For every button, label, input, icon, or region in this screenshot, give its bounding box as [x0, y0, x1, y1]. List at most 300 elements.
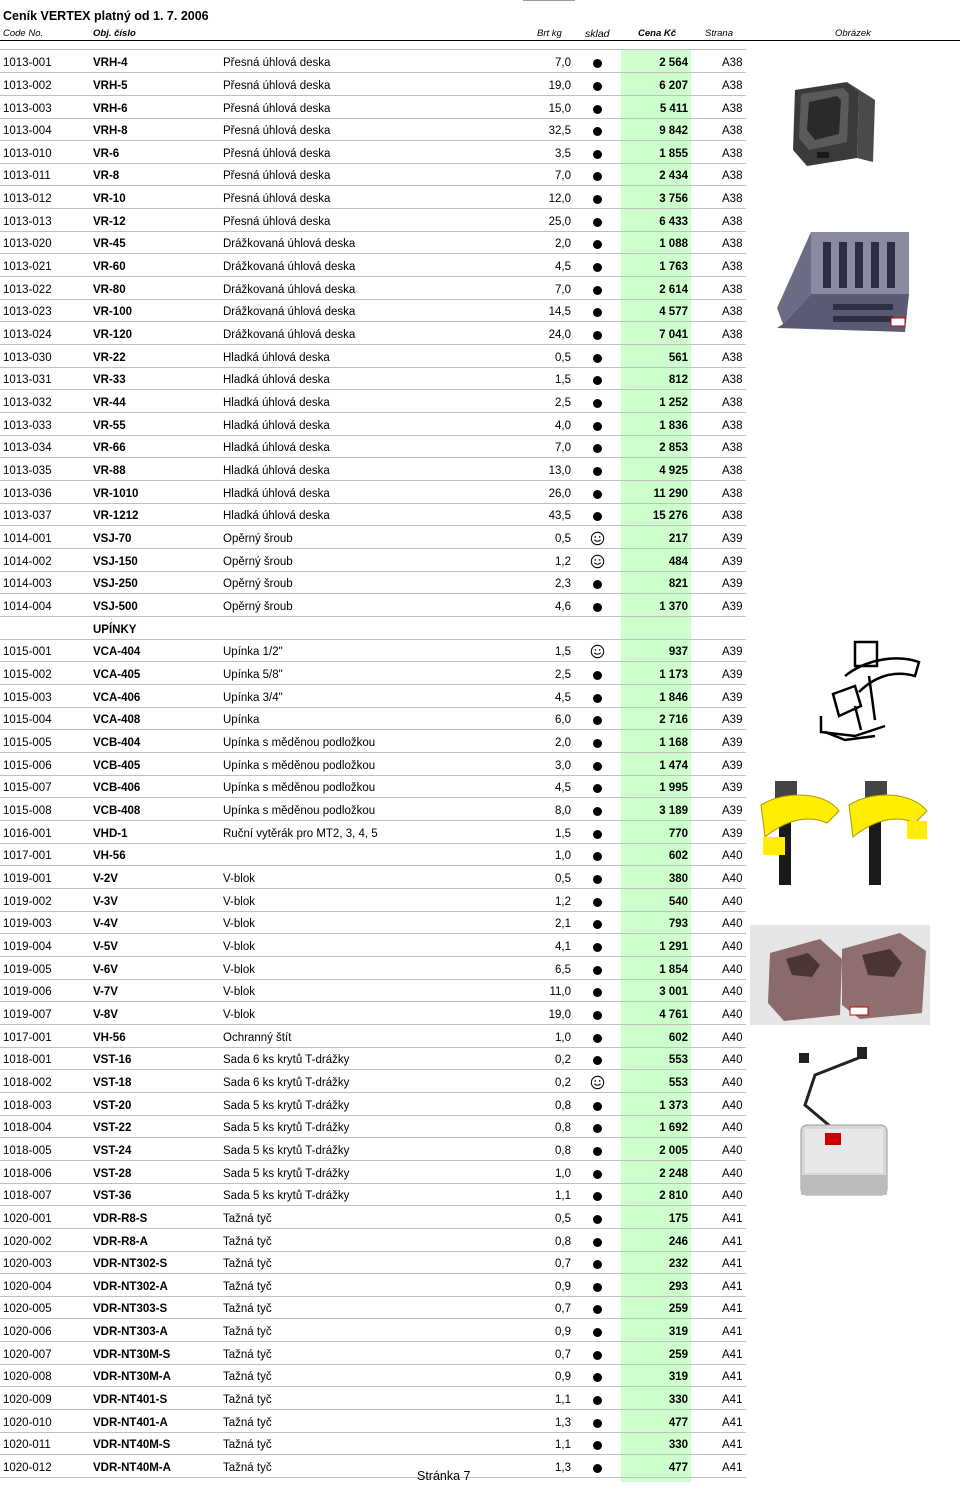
price-cell: 602 [668, 1031, 688, 1044]
code-cell: 1018-005 [3, 1144, 52, 1157]
weight-cell: 8,0 [555, 804, 571, 817]
weight-cell: 4,5 [555, 782, 571, 795]
price-cell: 1 854 [659, 963, 688, 976]
table-row [0, 1070, 746, 1093]
description-cell: Upínka [223, 714, 260, 727]
weight-cell: 14,5 [548, 306, 571, 319]
description-cell: Upínka s měděnou podložkou [223, 759, 376, 772]
table-row [0, 277, 746, 300]
table-row [0, 232, 746, 255]
code-cell: 1017-001 [3, 850, 52, 863]
weight-cell: 0,2 [555, 1054, 571, 1067]
in-stock-dot-icon [593, 1215, 602, 1224]
smiley-icon [590, 554, 605, 569]
page-ref-cell: A38 [722, 397, 743, 410]
page-ref-cell: A40 [722, 986, 743, 999]
code-cell: 1013-003 [3, 102, 52, 115]
stock-cell [589, 105, 605, 116]
weight-cell: 1,3 [555, 1416, 571, 1429]
page-number: Stránka 7 [417, 1469, 471, 1483]
page-ref-cell: A41 [722, 1462, 743, 1475]
code-cell: 1020-007 [3, 1348, 52, 1361]
description-cell: Drážkovaná úhlová deska [223, 283, 356, 296]
description-cell: Tažná tyč [223, 1258, 272, 1271]
table-row [0, 821, 746, 844]
page-ref-cell: A39 [722, 578, 743, 591]
col-header-page: Strana [705, 28, 733, 39]
weight-cell: 3,5 [555, 147, 571, 160]
stock-cell [589, 1056, 605, 1067]
table-row [0, 572, 746, 595]
obj-number-cell: VRH-8 [93, 125, 128, 138]
obj-number-cell: V-5V [93, 940, 118, 953]
in-stock-dot-icon [593, 1464, 602, 1473]
stock-cell [589, 512, 605, 523]
in-stock-dot-icon [593, 150, 602, 159]
table-row [0, 753, 746, 776]
obj-number-cell: VR-88 [93, 465, 126, 478]
in-stock-dot-icon [593, 286, 602, 295]
price-cell: 3 756 [659, 193, 688, 206]
weight-cell: 4,5 [555, 691, 571, 704]
weight-cell: 1,5 [555, 646, 571, 659]
code-cell: 1015-005 [3, 736, 52, 749]
weight-cell: 15,0 [548, 102, 571, 115]
angle-plate-image [787, 80, 882, 170]
obj-number-cell: VDR-NT40M-S [93, 1439, 171, 1452]
in-stock-dot-icon [593, 1034, 602, 1043]
price-cell: 4 761 [659, 1008, 688, 1021]
description-cell: Ruční vytěrák pro MT2, 3, 4, 5 [223, 827, 378, 840]
stock-cell [589, 1215, 605, 1226]
stock-cell [589, 308, 605, 319]
obj-number-cell: VR-120 [93, 329, 132, 342]
code-cell: 1018-003 [3, 1099, 52, 1112]
weight-cell: 0,9 [555, 1326, 571, 1339]
in-stock-dot-icon [593, 943, 602, 952]
code-cell: 1014-001 [3, 533, 52, 546]
stock-cell [589, 59, 605, 70]
price-cell: 4 577 [659, 306, 688, 319]
code-cell: 1020-008 [3, 1371, 52, 1384]
price-cell: 553 [668, 1076, 688, 1089]
weight-cell: 1,0 [555, 1167, 571, 1180]
stock-cell [589, 920, 605, 931]
in-stock-dot-icon [593, 127, 602, 136]
table-row [0, 662, 746, 685]
page-ref-cell: A38 [722, 329, 743, 342]
stock-cell [589, 762, 605, 773]
table-row [0, 730, 746, 753]
stock-cell [589, 1396, 605, 1407]
price-cell: 1 373 [659, 1099, 688, 1112]
code-cell: 1013-032 [3, 397, 52, 410]
code-cell: 1020-003 [3, 1258, 52, 1271]
col-header-weight: Brt kg [537, 28, 562, 39]
code-cell: 1019-005 [3, 963, 52, 976]
in-stock-dot-icon [593, 852, 602, 861]
description-cell: Tažná tyč [223, 1303, 272, 1316]
code-cell: 1015-007 [3, 782, 52, 795]
code-cell: 1013-021 [3, 261, 52, 274]
stock-cell [589, 988, 605, 999]
weight-cell: 6,5 [555, 963, 571, 976]
price-cell: 2 716 [659, 714, 688, 727]
in-stock-dot-icon [593, 172, 602, 181]
code-cell: 1016-001 [3, 827, 52, 840]
page-ref-cell: A39 [722, 691, 743, 704]
price-cell: 259 [668, 1303, 688, 1316]
table-row [0, 617, 746, 640]
stock-cell [589, 263, 605, 274]
obj-number-cell: V-4V [93, 918, 118, 931]
price-cell: 330 [668, 1439, 688, 1452]
code-cell: 1020-004 [3, 1280, 52, 1293]
price-cell: 232 [668, 1258, 688, 1271]
stock-cell [589, 898, 605, 909]
code-cell: 1019-004 [3, 940, 52, 953]
description-cell: Hladká úhlová deska [223, 419, 330, 432]
stock-cell [589, 1238, 605, 1249]
code-cell: 1015-008 [3, 804, 52, 817]
page-ref-cell: A40 [722, 1167, 743, 1180]
stock-cell [589, 644, 605, 659]
obj-number-cell: VHD-1 [93, 827, 128, 840]
price-cell: 11 290 [653, 487, 688, 500]
weight-cell: 24,0 [548, 329, 571, 342]
in-stock-dot-icon [593, 308, 602, 317]
obj-number-cell: V-6V [93, 963, 118, 976]
description-cell: Sada 5 ks krytů T-drážky [223, 1099, 350, 1112]
in-stock-dot-icon [593, 376, 602, 385]
stock-cell [589, 1075, 605, 1090]
stock-cell [589, 716, 605, 727]
obj-number-cell: VDR-NT401-A [93, 1416, 168, 1429]
table-row [0, 980, 746, 1003]
page-ref-cell: A38 [722, 193, 743, 206]
in-stock-dot-icon [593, 1170, 602, 1179]
stock-cell [589, 150, 605, 161]
page-ref-cell: A40 [722, 1031, 743, 1044]
price-cell: 7 041 [659, 329, 688, 342]
description-cell: V-blok [223, 1008, 255, 1021]
page-ref-cell: A41 [722, 1439, 743, 1452]
weight-cell: 12,0 [548, 193, 571, 206]
weight-cell: 2,5 [555, 669, 571, 681]
description-cell: Sada 5 ks krytů T-drážky [223, 1167, 350, 1180]
weight-cell: 4,5 [555, 261, 571, 274]
code-cell: 1018-001 [3, 1054, 52, 1067]
in-stock-dot-icon [593, 82, 602, 91]
price-cell: 1 995 [659, 782, 688, 795]
in-stock-dot-icon [593, 671, 602, 680]
top-rule [523, 0, 575, 1]
description-cell: Přesná úhlová deska [223, 193, 331, 206]
price-cell: 380 [668, 872, 688, 885]
obj-number-cell: VST-36 [93, 1190, 132, 1203]
stock-cell [589, 852, 605, 863]
code-cell: 1019-002 [3, 895, 52, 908]
stock-cell [589, 82, 605, 93]
code-cell: 1020-006 [3, 1326, 52, 1339]
code-cell: 1013-031 [3, 374, 52, 387]
description-cell: V-blok [223, 963, 255, 976]
description-cell: V-blok [223, 986, 255, 999]
price-cell: 2 810 [659, 1190, 688, 1203]
weight-cell: 7,0 [555, 442, 571, 455]
in-stock-dot-icon [593, 218, 602, 227]
table-row [0, 1048, 746, 1071]
stock-cell [589, 286, 605, 297]
page-ref-cell: A41 [722, 1212, 743, 1225]
description-cell: Přesná úhlová deska [223, 125, 331, 138]
price-cell: 1 168 [659, 736, 688, 749]
description-cell: Přesná úhlová deska [223, 57, 331, 70]
in-stock-dot-icon [593, 59, 602, 68]
weight-cell: 0,7 [555, 1303, 571, 1316]
price-cell: 259 [668, 1348, 688, 1361]
code-cell: 1013-035 [3, 465, 52, 478]
table-row [0, 1410, 746, 1433]
stock-cell [589, 1260, 605, 1271]
table-row [0, 1433, 746, 1456]
page-ref-cell: A40 [722, 963, 743, 976]
in-stock-dot-icon [593, 966, 602, 975]
price-cell: 330 [668, 1394, 688, 1407]
stock-cell [589, 739, 605, 750]
table-row [0, 685, 746, 708]
page-ref-cell: A40 [722, 1099, 743, 1112]
in-stock-dot-icon [593, 399, 602, 408]
obj-number-cell: VCA-406 [93, 691, 141, 704]
weight-cell: 1,5 [555, 827, 571, 840]
description-cell: V-blok [223, 872, 255, 885]
weight-cell: 1,2 [555, 895, 571, 908]
in-stock-dot-icon [593, 898, 602, 907]
page-ref-cell: A38 [722, 261, 743, 274]
obj-number-cell: VR-45 [93, 238, 126, 251]
obj-number-cell: VR-12 [93, 215, 126, 228]
page-ref-cell: A39 [722, 714, 743, 727]
description-cell: Sada 6 ks krytů T-drážky [223, 1076, 350, 1089]
stock-cell [589, 671, 605, 682]
table-row [0, 1319, 746, 1342]
table-row [0, 368, 746, 391]
page-ref-cell: A41 [722, 1394, 743, 1407]
price-cell: 217 [668, 533, 688, 546]
price-cell: 9 842 [659, 125, 688, 138]
obj-number-cell: VST-16 [93, 1054, 132, 1067]
stock-cell [589, 830, 605, 841]
page-ref-cell: A38 [722, 147, 743, 160]
obj-number-cell: VDR-NT303-S [93, 1303, 168, 1316]
obj-number-cell: VDR-NT302-S [93, 1258, 168, 1271]
code-cell: 1018-002 [3, 1076, 52, 1089]
code-cell: 1015-001 [3, 646, 52, 659]
obj-number-cell: VSJ-500 [93, 601, 138, 614]
code-cell: 1019-001 [3, 872, 52, 885]
page-ref-cell: A40 [722, 895, 743, 908]
page-ref-cell: A41 [722, 1258, 743, 1271]
in-stock-dot-icon [593, 1351, 602, 1360]
obj-number-cell: VR-55 [93, 419, 126, 432]
obj-number-cell: VDR-NT401-S [93, 1394, 168, 1407]
page-ref-cell: A40 [722, 1122, 743, 1135]
description-cell: Hladká úhlová deska [223, 397, 330, 410]
code-cell: 1013-020 [3, 238, 52, 251]
table-row [0, 1251, 746, 1274]
table-row [0, 300, 746, 323]
price-cell: 1 291 [659, 940, 688, 953]
code-cell: 1013-002 [3, 79, 52, 92]
price-cell: 2 614 [659, 283, 688, 296]
in-stock-dot-icon [593, 195, 602, 204]
in-stock-dot-icon [593, 1192, 602, 1201]
page-ref-cell: A38 [722, 170, 743, 183]
in-stock-dot-icon [593, 784, 602, 793]
v-block-image [750, 925, 930, 1025]
obj-number-cell: VR-60 [93, 261, 126, 274]
obj-number-cell: VST-20 [93, 1099, 132, 1112]
in-stock-dot-icon [593, 694, 602, 703]
page-ref-cell: A39 [722, 669, 743, 681]
obj-number-cell: VST-24 [93, 1144, 132, 1157]
page-ref-cell: A39 [722, 601, 743, 614]
description-cell: Tažná tyč [223, 1394, 272, 1407]
weight-cell: 0,8 [555, 1099, 571, 1112]
weight-cell: 0,7 [555, 1258, 571, 1271]
table-row [0, 186, 746, 209]
page-ref-cell: A38 [722, 238, 743, 251]
col-header-image: Obrázek [835, 28, 871, 39]
obj-number-cell: VDR-NT303-A [93, 1326, 168, 1339]
page-ref-cell: A40 [722, 1054, 743, 1067]
in-stock-dot-icon [593, 1011, 602, 1020]
price-cell: 937 [668, 646, 688, 659]
code-cell: 1013-013 [3, 215, 52, 228]
obj-number-cell: VCB-408 [93, 804, 141, 817]
description-cell: Ochranný štít [223, 1031, 292, 1044]
price-cell: 2 853 [659, 442, 688, 455]
stock-cell [589, 943, 605, 954]
price-cell: 821 [668, 578, 688, 591]
code-cell: 1019-006 [3, 986, 52, 999]
obj-number-cell: VH-56 [93, 850, 126, 863]
page-ref-cell: A40 [722, 1008, 743, 1021]
code-cell: 1015-004 [3, 714, 52, 727]
code-cell: 1013-036 [3, 487, 52, 500]
price-cell: 3 001 [659, 986, 688, 999]
table-row [0, 934, 746, 957]
page-ref-cell: A41 [722, 1235, 743, 1248]
obj-number-cell: VRH-5 [93, 79, 128, 92]
weight-cell: 2,0 [555, 238, 571, 251]
price-cell: 477 [668, 1462, 688, 1475]
price-cell: 1 474 [659, 759, 688, 772]
description-cell: Upínka s měděnou podložkou [223, 736, 376, 749]
table-row [0, 209, 746, 232]
description-cell: Přesná úhlová deska [223, 170, 331, 183]
in-stock-dot-icon [593, 263, 602, 272]
obj-number-cell: UPÍNKY [93, 623, 137, 636]
code-cell: 1020-010 [3, 1416, 52, 1429]
table-row [0, 504, 746, 527]
weight-cell: 0,5 [555, 351, 571, 364]
stock-cell [589, 1283, 605, 1294]
code-cell: 1018-007 [3, 1190, 52, 1203]
code-cell: 1013-030 [3, 351, 52, 364]
price-cell: 540 [668, 895, 688, 908]
table-row [0, 1365, 746, 1388]
table-row [0, 1093, 746, 1116]
price-cell: 6 207 [659, 79, 688, 92]
price-cell: 561 [668, 351, 688, 364]
price-cell: 553 [668, 1054, 688, 1067]
table-row [0, 1206, 746, 1229]
stock-cell [589, 1441, 605, 1452]
page-ref-cell: A39 [722, 533, 743, 546]
weight-cell: 7,0 [555, 283, 571, 296]
code-cell: 1013-012 [3, 193, 52, 206]
description-cell: Hladká úhlová deska [223, 351, 330, 364]
stock-cell [589, 580, 605, 591]
in-stock-dot-icon [593, 1419, 602, 1428]
obj-number-cell: VSJ-150 [93, 555, 138, 568]
description-cell: Upínka 1/2" [223, 646, 283, 659]
in-stock-dot-icon [593, 1260, 602, 1269]
page-ref-cell: A39 [722, 804, 743, 817]
table-row [0, 436, 746, 459]
obj-number-cell: V-3V [93, 895, 118, 908]
description-cell: Přesná úhlová deska [223, 215, 331, 228]
code-cell: 1013-010 [3, 147, 52, 160]
page-ref-cell: A40 [722, 1144, 743, 1157]
description-cell: Tažná tyč [223, 1416, 272, 1429]
obj-number-cell: VRH-6 [93, 102, 128, 115]
code-cell: 1015-006 [3, 759, 52, 772]
description-cell: Tažná tyč [223, 1212, 272, 1225]
weight-cell: 1,3 [555, 1462, 571, 1475]
description-cell: Hladká úhlová deska [223, 487, 330, 500]
smiley-icon [590, 644, 605, 659]
stock-cell [589, 966, 605, 977]
code-cell: 1020-002 [3, 1235, 52, 1248]
slotted-angle-plate-image [773, 228, 913, 338]
price-cell: 2 005 [659, 1144, 688, 1157]
price-cell: 293 [668, 1280, 688, 1293]
in-stock-dot-icon [593, 1328, 602, 1337]
obj-number-cell: VR-33 [93, 374, 126, 387]
weight-cell: 0,8 [555, 1235, 571, 1248]
obj-number-cell: VDR-NT302-A [93, 1280, 168, 1293]
page-ref-cell: A40 [722, 918, 743, 931]
code-cell: 1018-004 [3, 1122, 52, 1135]
code-cell: 1020-001 [3, 1212, 52, 1225]
in-stock-dot-icon [593, 1056, 602, 1065]
description-cell: Drážkovaná úhlová deska [223, 306, 356, 319]
description-cell: Tažná tyč [223, 1462, 272, 1475]
description-cell: Drážkovaná úhlová deska [223, 261, 356, 274]
description-cell: Drážkovaná úhlová deska [223, 238, 356, 251]
in-stock-dot-icon [593, 422, 602, 431]
page-ref-cell: A40 [722, 872, 743, 885]
weight-cell: 7,0 [555, 57, 571, 70]
page-ref-cell: A39 [722, 782, 743, 795]
in-stock-dot-icon [593, 716, 602, 725]
weight-cell: 4,6 [555, 601, 571, 614]
table-row [0, 1229, 746, 1252]
code-cell: 1020-012 [3, 1462, 52, 1475]
